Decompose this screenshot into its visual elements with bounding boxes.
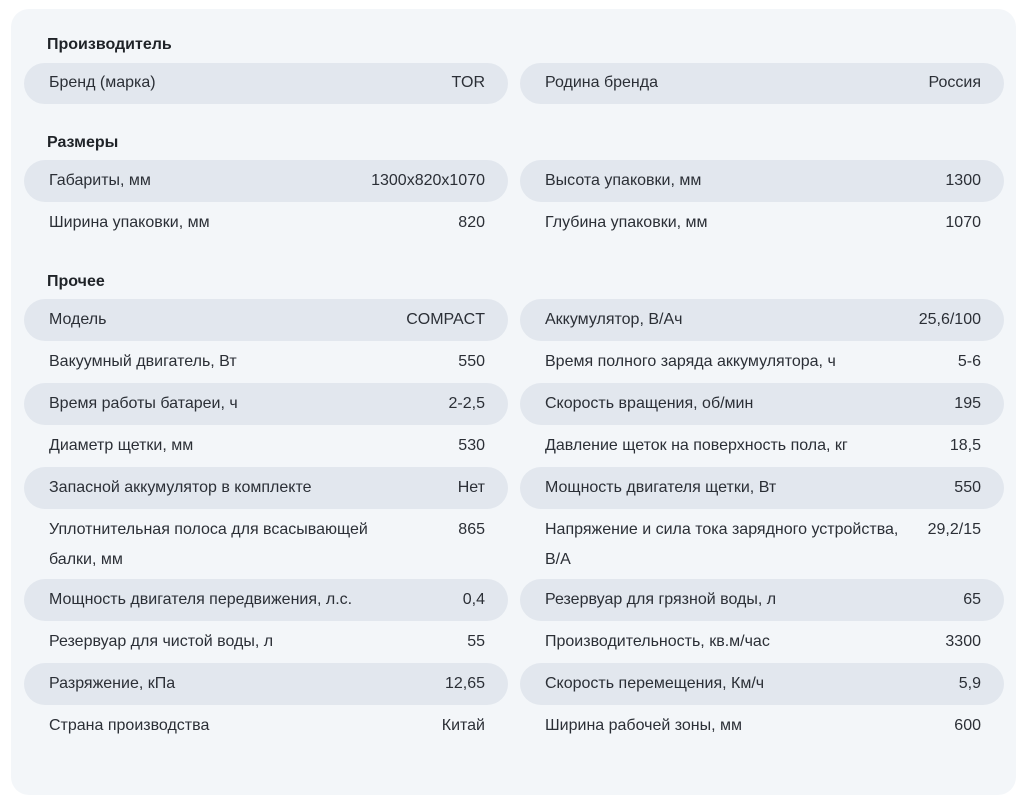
spec-row [24,621,1004,663]
spec-value: 195 [954,395,981,412]
spec-value: 1300x820x1070 [371,172,485,189]
section-title: Размеры [47,134,119,151]
spec-row [24,425,1004,467]
spec-cell [520,705,1004,747]
spec-cell [24,579,508,621]
spec-label: Напряжение и сила тока зарядного устройства, В/А [545,521,899,568]
spec-value: 0,4 [462,591,485,608]
spec-cell [520,341,1004,383]
spec-cell [520,467,1004,509]
spec-row [24,63,1004,104]
spec-value: 29,2/15 [927,521,981,538]
spec-cell [24,425,508,467]
spec-label: Мощность двигателя щетки, Вт [545,479,777,496]
spec-label: Вакуумный двигатель, Вт [49,353,237,370]
spec-label: Скорость вращения, об/мин [545,395,754,412]
spec-value: 600 [954,717,981,734]
spec-label: Аккумулятор, В/Ач [545,311,683,328]
spec-label: Разряжение, кПа [49,675,176,692]
spec-value: 550 [458,353,485,370]
spec-cell [24,621,508,663]
spec-label: Модель [49,311,107,328]
spec-value: Китай [441,717,485,734]
spec-value: TOR [451,74,485,91]
spec-value: 550 [954,479,981,496]
spec-value: 820 [458,214,485,231]
spec-cell [520,383,1004,425]
spec-cell [24,467,508,509]
spec-label: Ширина рабочей зоны, мм [545,717,743,734]
spec-value: COMPACT [406,311,485,328]
spec-cell [24,509,508,579]
spec-cell [24,383,508,425]
spec-cell [24,202,508,244]
spec-label: Глубина упаковки, мм [545,214,708,231]
spec-label: Производительность, кв.м/час [545,633,770,650]
spec-value: 55 [467,633,485,650]
spec-row [24,160,1004,202]
spec-value: 1300 [945,172,981,189]
specs-panel [11,9,1016,795]
spec-cell [520,425,1004,467]
spec-label: Мощность двигателя передвижения, л.с. [49,591,353,608]
spec-value: 18,5 [949,437,981,454]
spec-cell [520,63,1004,104]
spec-label: Время полного заряда аккумулятора, ч [545,353,836,370]
spec-label: Страна производства [49,717,210,734]
spec-cell [24,299,508,341]
spec-label: Резервуар для грязной воды, л [545,591,777,608]
spec-cell [24,160,508,202]
spec-cell [520,621,1004,663]
spec-row [24,509,1004,579]
spec-cell [24,341,508,383]
spec-cell [24,63,508,104]
spec-value: Россия [928,74,981,91]
spec-value: 865 [458,521,485,538]
section-title: Производитель [47,36,172,53]
spec-row [24,705,1004,747]
spec-cell [520,663,1004,705]
spec-value: 12,65 [444,675,485,692]
spec-label: Родина бренда [545,74,658,91]
spec-value: Нет [457,479,485,496]
spec-label: Запасной аккумулятор в комплекте [49,479,312,496]
spec-cell [520,202,1004,244]
spec-value: 25,6/100 [918,311,981,328]
spec-cell [520,160,1004,202]
spec-label: Резервуар для чистой воды, л [49,633,274,650]
spec-cell [520,509,1004,579]
spec-label: Ширина упаковки, мм [49,214,210,231]
section-title: Прочее [47,273,105,290]
spec-value: 2-2,5 [448,395,485,412]
spec-row [24,467,1004,509]
spec-label: Время работы батареи, ч [49,395,238,412]
spec-label: Давление щеток на поверхность пола, кг [545,437,848,454]
spec-label: Высота упаковки, мм [545,172,702,189]
spec-label: Скорость перемещения, Км/ч [545,675,765,692]
spec-cell [520,299,1004,341]
spec-row [24,202,1004,244]
spec-row [24,663,1004,705]
spec-label: Диаметр щетки, мм [49,437,194,454]
spec-value: 1070 [945,214,981,231]
spec-label: Габариты, мм [49,172,151,189]
spec-value: 65 [963,591,981,608]
spec-cell [520,579,1004,621]
spec-cell [24,705,508,747]
spec-value: 5-6 [957,353,981,370]
spec-value: 3300 [945,633,981,650]
spec-row [24,299,1004,341]
spec-value: 530 [458,437,485,454]
spec-row [24,341,1004,383]
spec-label: Бренд (марка) [49,74,156,91]
spec-cell [24,663,508,705]
spec-row [24,383,1004,425]
spec-value: 5,9 [958,675,981,692]
spec-row [24,579,1004,621]
spec-label: Уплотнительная полоса для всасывающей балки, мм [49,521,368,568]
